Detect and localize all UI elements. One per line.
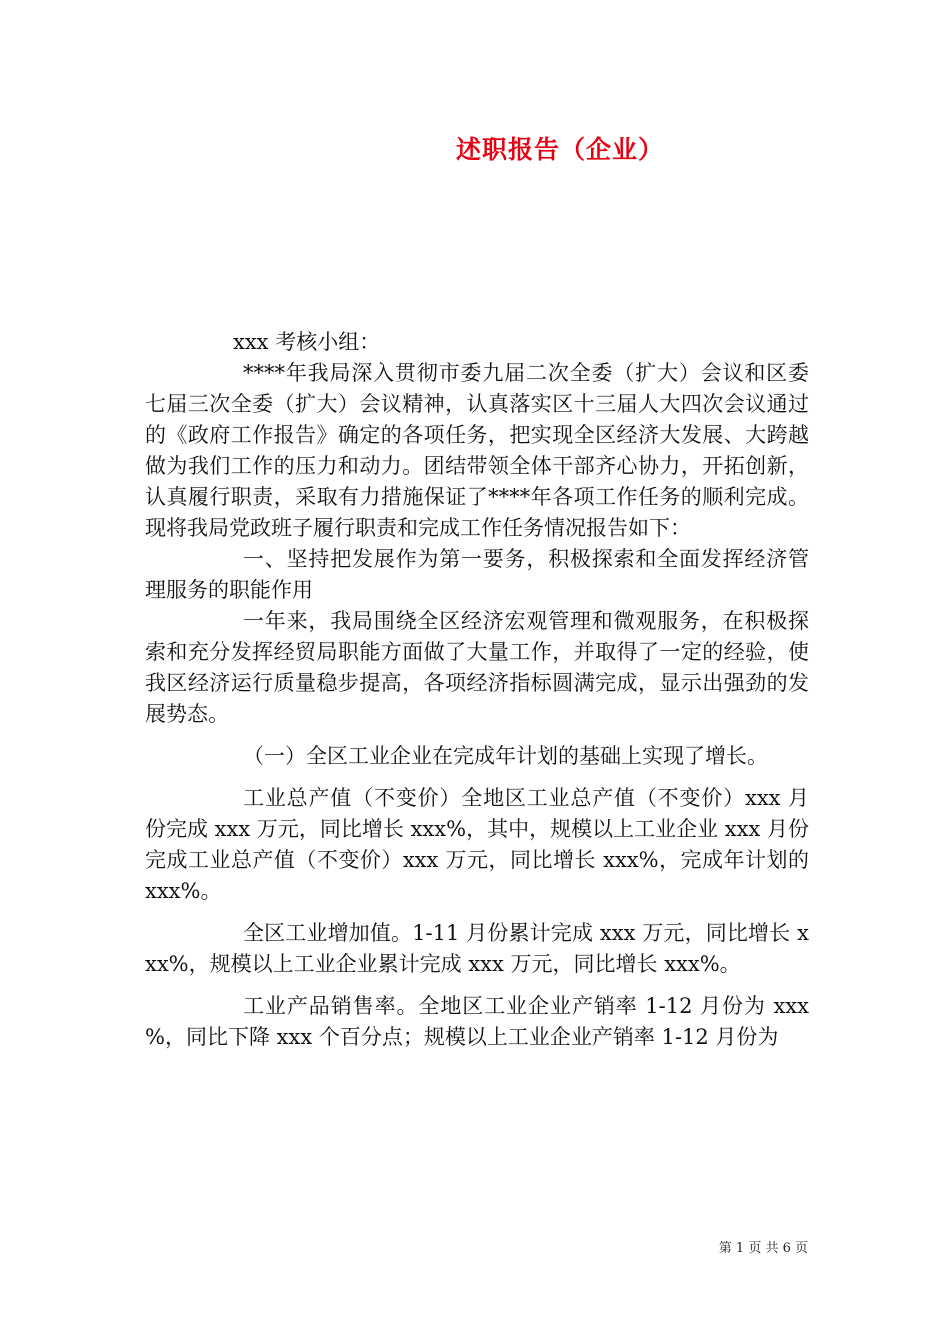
- paragraph-overview: 一年来，我局围绕全区经济宏观管理和微观服务，在积极探索和充分发挥经贸局职能方面做了大量工作，并取得了一定的经验，使我区经济运行质量稳步提高，各项经济指标圆满完成，显示出强劲的发展势态。: [145, 609, 809, 726]
- paragraph-industrial-output: 工业总产值（不变价）全地区工业总产值（不变价）xxx 月份完成 xxx 万元，同比增长 xxx%，其中，规模以上工业企业 xxx 月份完成工业总产值（不变价）xxx 万元，同比增长 xxx%，完成年计划的 xxx%。: [145, 786, 809, 903]
- paragraph-sales-rate: 工业产品销售率。全地区工业企业产销率 1-12 月份为 xxx %，同比下降 xxx 个百分点；规模以上工业企业产销率 1-12 月份为: [145, 994, 809, 1049]
- document-body: [145, 327, 809, 1053]
- document-title: 述职报告（企业）: [455, 135, 664, 164]
- salutation: xxx 考核小组：: [233, 330, 381, 354]
- subsection-heading-1: （一）全区工业企业在完成年计划的基础上实现了增长。: [243, 744, 768, 768]
- paragraph-industrial-value-added: 全区工业增加值。1-11 月份累计完成 xxx 万元，同比增长 xxx%，规模以上工业企业累计完成 xxx 万元，同比增长 xxx%。: [145, 921, 809, 976]
- section-heading-1: 一、坚持把发展作为第一要务，积极探索和全面发挥经济管理服务的职能作用: [145, 547, 809, 602]
- page-number-footer: 第 1 页 共 6 页: [718, 1241, 808, 1256]
- paragraph-intro: ****年我局深入贯彻市委九届二次全委（扩大）会议和区委七届三次全委（扩大）会议精神，认真落实区十三届人大四次会议通过的《政府工作报告》确定的各项任务，把实现全区经济大发展、大跨越做为我们工作的压力和动力。团结带领全体干部齐心协力，开拓创新，认真履行职责，采取有力措施保证了****年各项工作任务的顺利完成。现将我局党政班子履行职责和完成工作任务情况报告如下：: [145, 361, 809, 540]
